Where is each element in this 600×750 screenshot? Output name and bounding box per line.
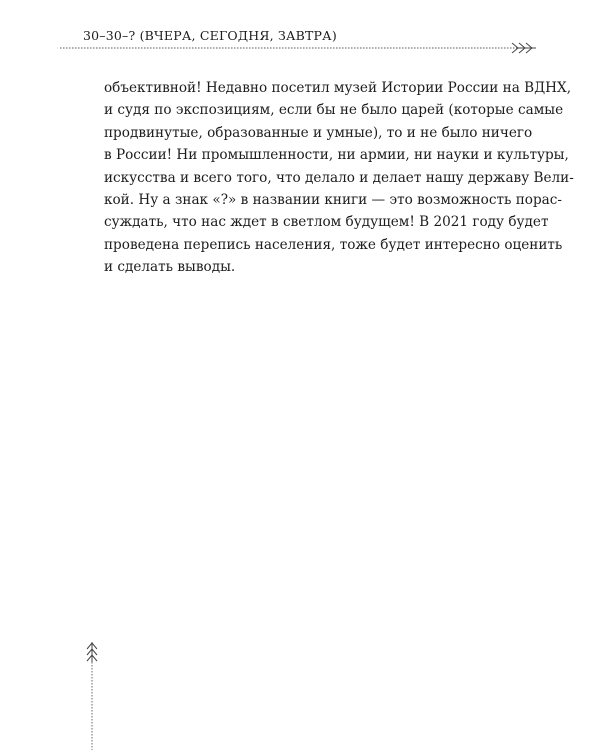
body-line: кой. Ну а знак «?» в названии книги — это возможность порас- xyxy=(104,192,562,209)
body-line: продвинутые, образованные и умные), то и не было ничего xyxy=(104,124,533,141)
arrow-right-icon xyxy=(60,40,540,56)
body-line: и сделать выводы. xyxy=(104,259,236,276)
arrow-up-icon xyxy=(84,640,100,750)
body-line: в России! Ни промышленности, ни армии, ни науки и культуры, xyxy=(104,147,569,164)
body-line: проведена перепись населения, тоже будет интересно оценить xyxy=(104,236,563,253)
body-text xyxy=(104,77,574,279)
body-line: суждать, что нас ждет в светлом будущем! В 2021 году будет xyxy=(104,214,549,231)
body-line: искусства и всего того, что делало и делает нашу державу Вели- xyxy=(104,169,574,186)
body-line: и судя по экспозициям, если бы не было царей (которые самые xyxy=(104,102,564,119)
running-head: 30–30–? (ВЧЕРА, СЕГОДНЯ, ЗАВТРА) xyxy=(83,28,337,43)
body-line: объективной! Недавно посетил музей Истории России на ВДНХ, xyxy=(104,80,572,96)
